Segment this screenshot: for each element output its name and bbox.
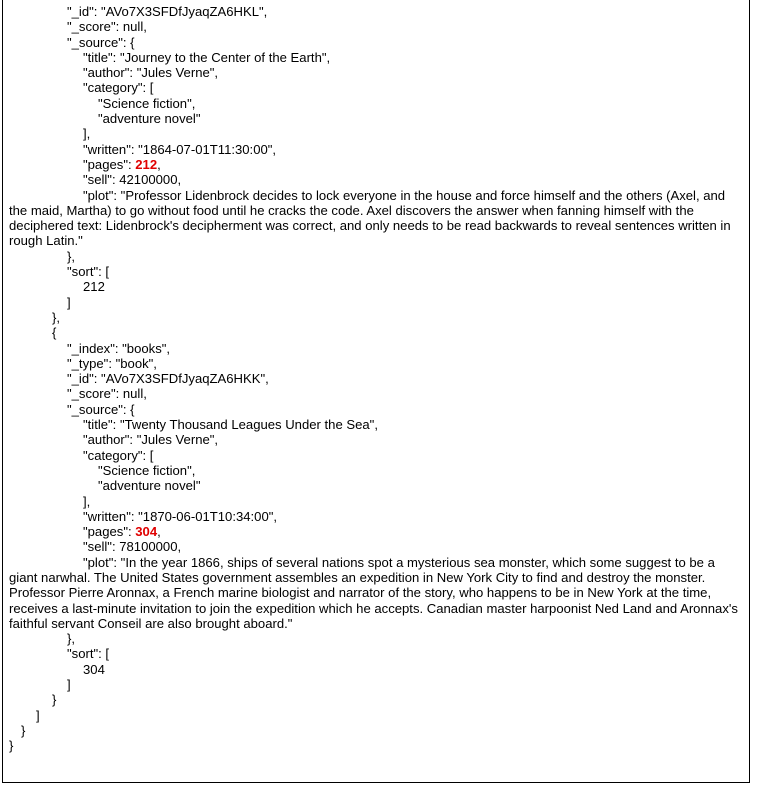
json-line-written: "written": "1870-06-01T10:34:00", bbox=[83, 508, 278, 524]
pages-comma: , bbox=[157, 524, 161, 540]
json-line-title: "title": "Journey to the Center of the Earth", bbox=[83, 49, 331, 65]
json-line-index: "_index": "books", bbox=[67, 340, 171, 356]
json-line-source-open: "_source": { bbox=[67, 401, 135, 417]
json-line-id: "_id": "AVo7X3SFDfJyaqZA6HKL", bbox=[67, 4, 268, 19]
pages-key: "pages": bbox=[83, 524, 136, 540]
json-line-written: "written": "1864-07-01T11:30:00", bbox=[83, 141, 277, 157]
json-line-category-close: ], bbox=[83, 126, 91, 142]
json-line-pages bbox=[9, 524, 743, 539]
json-line-category-close: ], bbox=[83, 493, 91, 509]
json-line-doc-open: { bbox=[52, 325, 57, 341]
json-line-category-item: "Science fiction", bbox=[98, 95, 196, 111]
json-line-sell: "sell": 78100000, bbox=[83, 539, 182, 555]
json-line-doc-close: } bbox=[52, 692, 57, 708]
json-response-panel bbox=[2, 0, 750, 783]
json-line-hits-array-close: ] bbox=[36, 707, 40, 723]
json-line-source-open: "_source": { bbox=[67, 34, 135, 50]
json-line-root-close: } bbox=[9, 738, 14, 754]
json-line-doc-close: }, bbox=[52, 309, 61, 325]
json-line-category-item: "adventure novel" bbox=[98, 478, 201, 494]
pages-value-highlight: 212 bbox=[135, 156, 158, 172]
json-line-plot: "plot": "Professor Lidenbrock decides to lock everyone in the house and force himself and the others (Axel, and the maid, Martha) to go without food until he cracks the code. Axel discovers the answer when fanning himself with the deciphered text: Lidenbrock's decipherment was correct, and only needs to be read backwards to reveal sentences written in rough Latin." bbox=[9, 187, 731, 249]
pages-value-highlight: 304 bbox=[135, 524, 158, 540]
json-line-sort-value: 212 bbox=[83, 279, 105, 295]
json-line-category-open: "category": [ bbox=[83, 80, 154, 96]
json-line-plot: "plot": "In the year 1866, ships of several nations spot a mysterious sea monster, which some suggest to be a giant narwhal. The United States government assembles an expedition in New York City to find and destroy the monster. Professor Pierre Aronnax, a French marine biologist and narrator of the story, who happens to be in New York at the time, receives a last-minute invitation to join the expedition which he accepts. Canadian master harpoonist Ned Land and Aronnax's faithful servant Conseil are also brought aboard." bbox=[9, 554, 738, 631]
json-line-hits-close: } bbox=[21, 722, 26, 738]
json-line-id: "_id": "AVo7X3SFDfJyaqZA6HKK", bbox=[67, 371, 269, 387]
json-line-sort-value: 304 bbox=[83, 661, 105, 677]
pages-comma: , bbox=[157, 156, 161, 172]
pages-key: "pages": bbox=[83, 156, 136, 172]
json-line-author: "author": "Jules Verne", bbox=[83, 65, 219, 81]
json-line-category-item: "adventure novel" bbox=[98, 111, 201, 127]
json-line-sort-open: "sort": [ bbox=[67, 646, 110, 662]
json-line-score: "_score": null, bbox=[67, 386, 147, 402]
json-line-score: "_score": null, bbox=[67, 19, 147, 35]
json-line-sort-close: ] bbox=[67, 677, 71, 693]
json-line-category-item: "Science fiction", bbox=[98, 462, 196, 478]
json-line-author: "author": "Jules Verne", bbox=[83, 432, 219, 448]
json-line-title: "title": "Twenty Thousand Leagues Under the Sea", bbox=[83, 417, 378, 433]
json-line-sort-open: "sort": [ bbox=[67, 264, 110, 280]
json-line-category-open: "category": [ bbox=[83, 447, 154, 463]
json-line-sell: "sell": 42100000, bbox=[83, 172, 182, 188]
json-line-pages bbox=[9, 157, 743, 172]
json-line-source-close: }, bbox=[67, 248, 76, 264]
json-text bbox=[9, 4, 743, 754]
json-line-type: "_type": "book", bbox=[67, 355, 157, 371]
json-line-sort-close: ] bbox=[67, 294, 71, 310]
json-line-source-close: }, bbox=[67, 631, 76, 647]
